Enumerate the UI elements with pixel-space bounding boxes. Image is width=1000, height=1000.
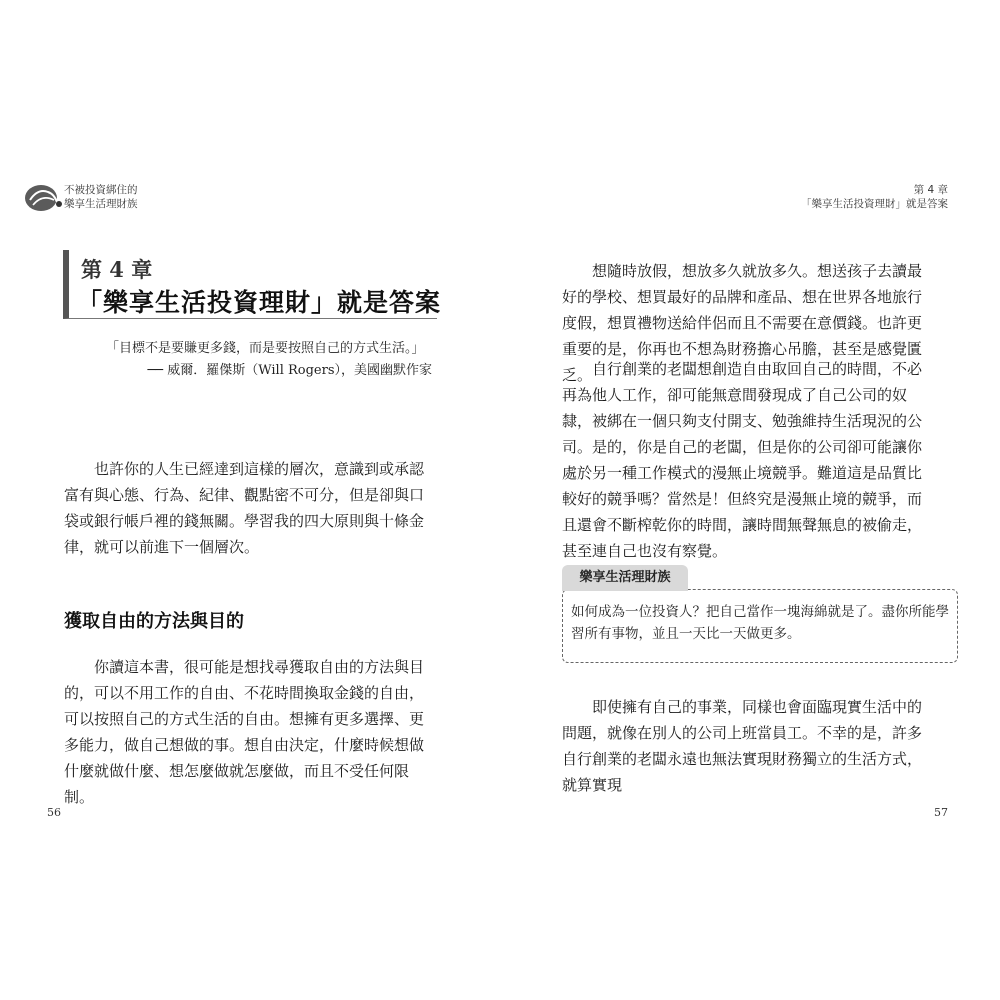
running-head-left bbox=[24, 180, 224, 214]
epigraph-quote: 「目標不是要賺更多錢，而是要按照自己的方式生活。」 bbox=[106, 341, 425, 356]
callout-text: 如何成為一位投資人？把自己當作一塊海綿就是了。盡你所能學習所有事物，並且一天比一天做更多。 bbox=[571, 604, 949, 642]
running-head-right bbox=[801, 183, 948, 211]
callout-tab: 樂享生活理財族 bbox=[562, 565, 688, 591]
chapter-label: 第 4 章 bbox=[81, 257, 153, 282]
callout-border bbox=[562, 589, 958, 663]
running-head-title: 「樂享生活投資理財」就是答案 bbox=[801, 198, 948, 210]
section-heading: 獲取自由的方法與目的 bbox=[64, 611, 244, 632]
page-number-right: 57 bbox=[934, 806, 948, 819]
chapter-title: 「樂享生活投資理財」就是答案 bbox=[77, 288, 442, 317]
body-paragraph: 想隨時放假，想放多久就放多久。想送孩子去讀最好的學校、想買最好的品牌和產品、想在世界各地旅行度假，想買禮物送給伴侶而且不需要在意價錢。也許更重要的是，你再也不想為財務擔心吊膽，甚至是感覺匱乏。 bbox=[562, 262, 923, 384]
body-paragraph: 自行創業的老闆想創造自由取回自己的時間，不必再為他人工作，卻可能無意間發現成了自己公司的奴隸，被綁在一個只夠支付開支、勉強維持生活現況的公司。是的，你是自己的老闆，但是你的公司卻可能讓你處於另一種工作模式的漫無止境競爭。難道這是品質比較好的競爭嗎？當然是！但終究是漫無止境的競爭，而且還會不斷榨乾你的時間，讓時間無聲無息的被偷走，甚至連自己也沒有察覺。 bbox=[562, 360, 923, 560]
chapter-heading bbox=[63, 250, 442, 319]
epigraph-attribution: ── 威爾．羅傑斯（Will Rogers），美國幽默作家 bbox=[147, 363, 432, 378]
body-paragraph: 即使擁有自己的事業，同樣也會面臨現實生活中的問題，就像在別人的公司上班當員工。不幸的是，許多自行創業的老闆永遠也無法實現財務獨立的生活方式，就算實現 bbox=[562, 698, 923, 794]
book-title-line-1: 不被投資綁住的 bbox=[64, 184, 138, 196]
body-paragraph: 你讀這本書，很可能是想找尋獲取自由的方法與目的，可以不用工作的自由、不花時間換取金錢的自由，可以按照自己的方式生活的自由。想擁有更多選擇、更多能力，做自己想做的事。想自由決定，什麼時候想做什麼就做什麼、想怎麼做就怎麼做，而且不受任何限制。 bbox=[64, 658, 425, 806]
callout-box bbox=[562, 565, 960, 663]
right-page bbox=[500, 0, 1000, 1000]
epigraph bbox=[60, 338, 432, 382]
page-number-left: 56 bbox=[47, 806, 61, 819]
book-logo-icon bbox=[24, 180, 64, 214]
body-paragraph: 也許你的人生已經達到這樣的層次，意識到或承認富有與心態、行為、紀律、觀點密不可分，但是卻與口袋或銀行帳戶裡的錢無關。學習我的四大原則與十條金律，就可以前進下一個層次。 bbox=[64, 460, 425, 556]
book-title-line-2: 樂享生活理財族 bbox=[64, 198, 138, 210]
running-head-chapter: 第 4 章 bbox=[913, 184, 948, 196]
